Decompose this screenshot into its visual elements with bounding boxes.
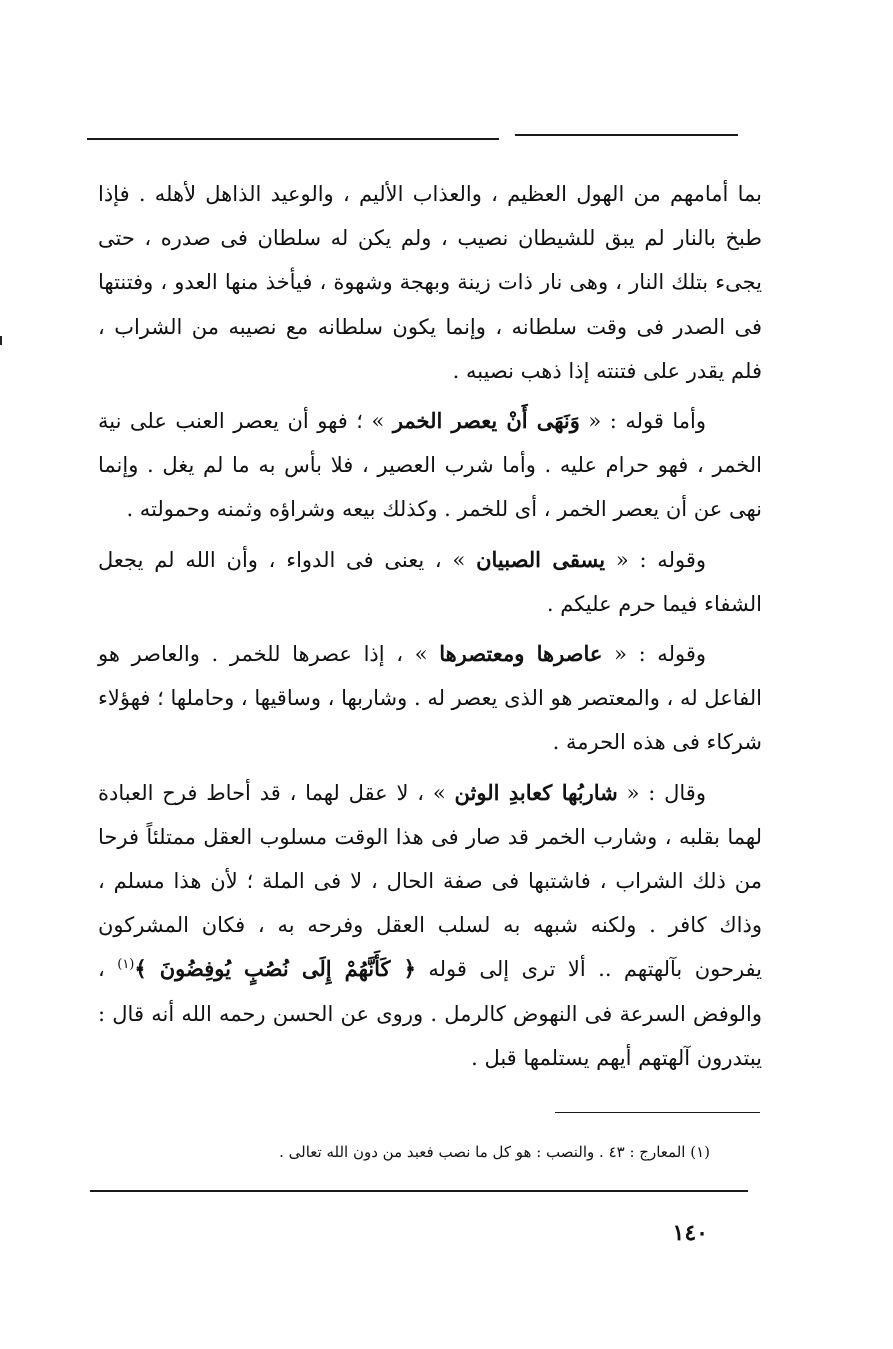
quoted-phrase: شاربُها كعابدِ الوثن bbox=[454, 779, 618, 805]
paragraph-presser bbox=[98, 632, 762, 765]
paragraph-crushing-wine bbox=[98, 399, 762, 532]
paragraph-text: » ، لا عقل لهما ، قد أحاط فرح العبادة لهما بقلبه ، وشارب الخمر قد صار فى هذا الوقت مسلوب العقل ممتلئاً فرحا من ذلك الشراب ، فاشتبها فى صفة الحال ، لا فى الملة ؛ لأن هذا مسلم ، وذاك كافر . ولكنه شبهه به لسلب العقل وفرحه به ، فكان المشركون يفرحون بآلهتهم .. ألا ترى إلى قوله bbox=[98, 780, 763, 982]
paragraph-text: وأما قوله : « bbox=[579, 409, 706, 434]
footnote-reference: (١) bbox=[117, 957, 135, 973]
page-number: ١٤٠ bbox=[672, 1220, 708, 1246]
header-rule-right bbox=[515, 134, 738, 136]
paragraph-children bbox=[98, 538, 762, 626]
paragraph-text: بما أمامهم من الهول العظيم ، والعذاب الأليم ، والوعيد الذاهل لأهله . فإذا طبخ بالنار لم يبق للشيطان نصيب ، ولم يكن له سلطان فى صدره ، حتى يجىء بتلك النار ، وهى نار ذات زينة وبهجة وشهوة ، فيأخذ منها العدو ، وفتنتها فى الصدر فى وقت سلطانه ، وإنما يكون سلطانه مع نصيبه من الشراب ، فلم يقدر على فتنته إذا ذهب نصيبه . bbox=[98, 182, 762, 383]
paragraph-drinker bbox=[98, 771, 762, 1080]
quoted-phrase: وَنَهَى أَنْ يعصر الخمر bbox=[392, 408, 580, 434]
paragraph-text: وقال : « bbox=[617, 780, 706, 805]
paragraph-text: ، والوفض السرعة فى النهوض كالرمل . وروى عن الحسن رحمه الله أنه قال : يبتدرون آلهتهم أيهم يستلمها قبل . bbox=[98, 957, 762, 1070]
paragraph-text: وقوله : « bbox=[605, 547, 706, 572]
footnote: (١) المعارج : ٤٣ . والنصب : هو كل ما نصب فعبد من دون الله تعالى . bbox=[279, 1143, 710, 1161]
footer-rule bbox=[90, 1190, 748, 1192]
quoted-phrase: عاصرها ومعتصرها bbox=[439, 641, 603, 667]
main-text bbox=[98, 172, 762, 1080]
paragraph-text: » ، يعنى فى الدواء ، وأن الله لم يجعل الشفاء فيما حرم عليكم . bbox=[98, 547, 762, 616]
footnote-rule bbox=[555, 1112, 760, 1113]
margin-mark bbox=[0, 336, 2, 345]
paragraph-text: وقوله : « bbox=[602, 642, 706, 667]
header-rule-left bbox=[87, 138, 499, 140]
paragraph-text: » ، إذا عصرها للخمر . والعاصر هو الفاعل له ، والمعتصر هو الذى يعصر له . وشاربها ، وساقيها ، وحاملها ؛ فهؤلاء شركاء فى هذه الحرمة . bbox=[98, 642, 762, 755]
paragraph-text: » ؛ فهو أن يعصر العنب على نية الخمر ، فهو حرام عليه . وأما شرب العصير ، فلا بأس به ما لم يغل . وإنما نهى عن أن يعصر الخمر ، أى للخمر . وكذلك بيعه وشراؤه وثمنه وحمولته . bbox=[98, 409, 762, 522]
paragraph-continuation bbox=[98, 172, 762, 393]
quran-verse: ﴿ كَأَنَّهُمْ إِلَى نُصُبٍ يُوفِضُونَ ﴾ bbox=[134, 956, 416, 982]
quoted-phrase: يسقى الصبيان bbox=[476, 546, 606, 572]
